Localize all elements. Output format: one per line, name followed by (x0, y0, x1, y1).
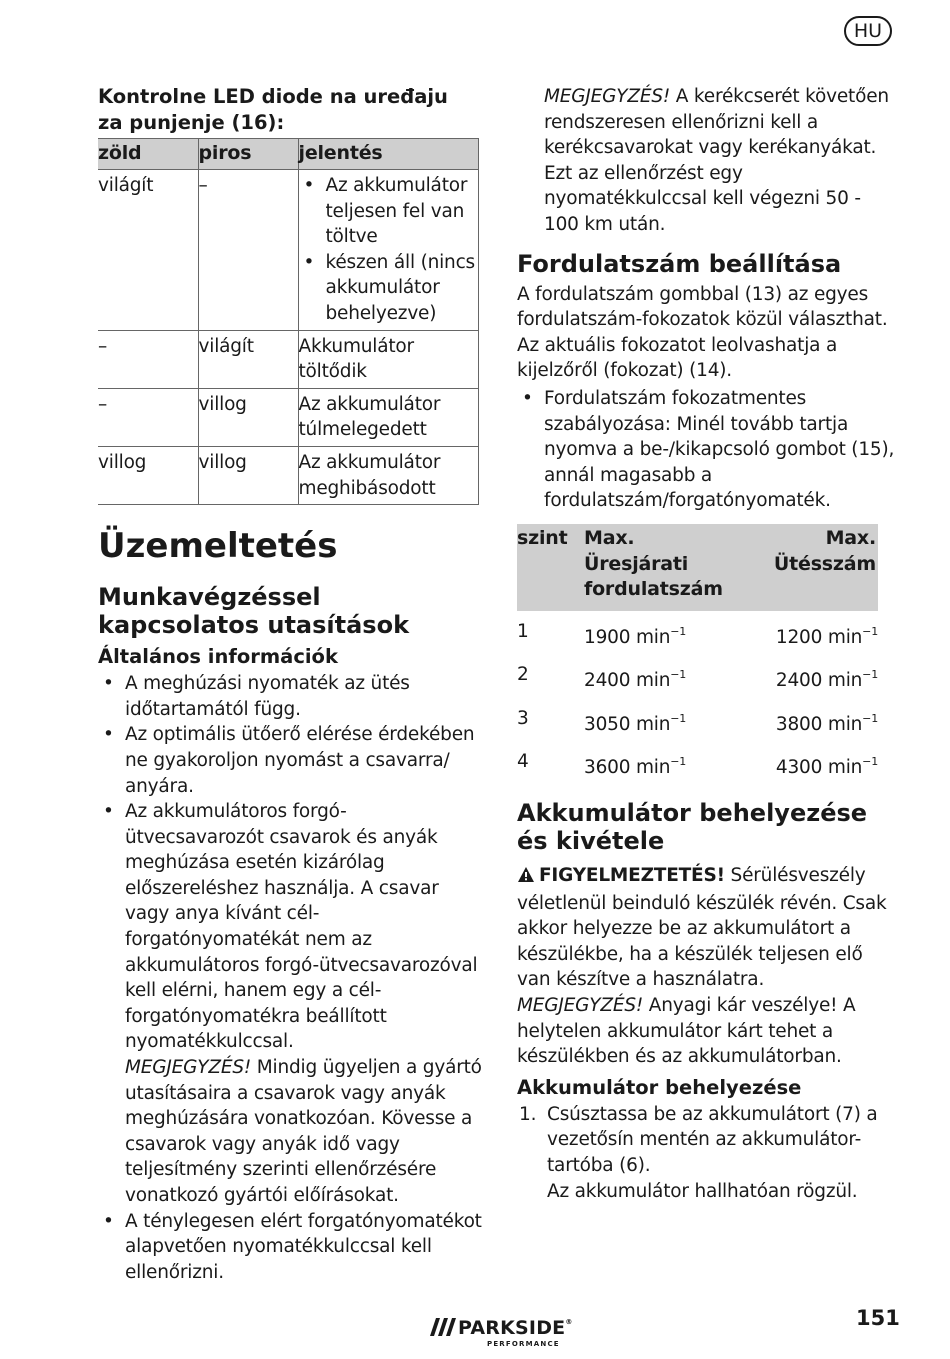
speed-list (517, 386, 897, 514)
insert-battery-title: Akkumulátor behelyezése (517, 1075, 802, 1099)
red-cell: világít (198, 330, 298, 388)
meaning-cell: Az akkumulátor meghibásodott (298, 446, 479, 504)
general-info-title: Általános információk (98, 645, 338, 669)
speed-section-title: Fordulatszám beállítása (517, 249, 842, 278)
idle-speed-cell: 3600 $\min^{-1}$ (584, 755, 687, 779)
list-item: • A meghúzási nyomaték az ütés időtartamától függ. (98, 671, 482, 722)
red-cell: villog (198, 388, 298, 446)
step-result: Az akkumulátor hallhatóan rögzül. (547, 1180, 858, 1202)
speed-table (517, 524, 878, 785)
led-section-title: Kontrolne LED diode na uređaju za punjenje (16): (98, 85, 448, 134)
list-item: • A ténylegesen elért forgatónyomatékot alapvetően nyomatékkulccsal kell ellenőrizni. (98, 1209, 482, 1286)
list-item: • Az optimális ütőerő elérése érdekében ne gyakoroljon nyomást a csavarra/ anyára. (98, 722, 482, 799)
column-header: zöld (98, 139, 198, 170)
note-label: MEGJEGYZÉS! (544, 86, 671, 107)
green-cell: világít (98, 170, 198, 331)
section-title: Üzemeltetés (98, 526, 338, 567)
page-number: 151 (856, 1306, 900, 1330)
warning-triangle-icon (517, 865, 535, 891)
list-item: • Az akkumulátor teljesen fel van töltve (299, 173, 477, 250)
note-label: MEGJEGYZÉS! (125, 1057, 252, 1079)
meaning-cell (298, 170, 479, 331)
idle-speed-cell: 3050 $\min^{-1}$ (584, 711, 687, 735)
logo-subtitle: PERFORMANCE (487, 1340, 560, 1348)
list-item: • Az akkumulátoros forgó-ütvecsavarozót csavarok és anyák meghúzása esetén kizárólag előszereléshez használja. A csavar vagy anya kívánt cél-forgatónyomatékát nem az akkumulátoros forgó-ütvecsavarozóval kell elérni, hanem egy a cél-forgatónyomatékra beállított nyomatékkulccsal. MEGJEGYZÉS! Mindig ügyeljen a gyártó utasításaira a csavarok vagy anyák meghúzására vonatkozóan. Kövesse a csavarok vagy anyák idő vagy teljesítmény szerinti ellenőrzésére vonatkozó gyártói előírásokat. (98, 799, 482, 1209)
meaning-cell: Akkumulátor töltődik (298, 330, 479, 388)
battery-section-title: Akkumulátor behelyezése és kivétele (517, 799, 868, 856)
column-header: szint (517, 524, 584, 611)
note-text: Mindig ügyeljen a gyártó utasításaira a csavarok vagy anyák meghúzására vonatkozóan. Kövesse a csavarok vagy anyák idő vagy teljesítmény szerinti ellenőrzésére vonatkozó gyártói előírásokat. (125, 1057, 482, 1206)
list-item (517, 1102, 897, 1204)
warning-text: Sérülésveszély véletlenül beinduló készülék révén. Csak akkor helyezze be az akkumulátort a készülékbe, ha a készülék teljesen elő van készítve a használatra. (517, 865, 887, 991)
green-cell: – (98, 388, 198, 446)
impact-rate-cell: 3800 $\min^{-1}$ (775, 711, 878, 735)
note-label: MEGJEGYZÉS! (517, 995, 644, 1017)
wheel-note (517, 84, 897, 238)
list-item: • készen áll (nincs akkumulátor behelyezve) (299, 250, 477, 327)
idle-speed-cell: 2400 $\min^{-1}$ (584, 668, 687, 692)
impact-rate-cell: 4300 $\min^{-1}$ (775, 755, 878, 779)
table-row (517, 741, 878, 785)
note-text: Anyagi kár veszélye! A helytelen akkumulátor kárt tehet a készülékben és az akkumulátorban. (517, 995, 856, 1068)
red-cell: – (198, 170, 298, 331)
green-cell: – (98, 330, 198, 388)
table-row (517, 654, 878, 698)
step-text: Csúsztassa be az akkumulátort (7) a vezetősín mentén az akkumulátor-tartóba (6). (547, 1103, 878, 1176)
column-header: Max. Üresjárati fordulatszám (584, 524, 734, 611)
warning-paragraph (517, 863, 897, 993)
level-cell: 3 (517, 707, 529, 729)
red-cell: villog (198, 446, 298, 504)
level-cell: 1 (517, 620, 529, 642)
right-column (517, 84, 897, 1204)
green-cell: villog (98, 446, 198, 504)
general-info-list (98, 671, 482, 1285)
language-badge: HU (844, 16, 892, 46)
parkside-logo (430, 1314, 590, 1348)
warning-label: FIGYELMEZTETÉS! (539, 865, 725, 887)
table-header-row (517, 524, 878, 611)
level-cell: 4 (517, 751, 529, 773)
note-text: A kerékcserét követően rendszeresen ellenőrizni kell a kerékcsavarokat vagy kerékanyákat. Ezt az ellenőrzést egy nyomatékkulccsal kell végezni 50 - 100 km után. (544, 86, 889, 235)
subsection-title: Munkavégzéssel kapcsolatos utasítások (98, 583, 410, 640)
meaning-cell: Az akkumulátor túlmelegedett (298, 388, 479, 446)
impact-rate-cell: 1200 $\min^{-1}$ (775, 624, 878, 648)
speed-intro: A fordulatszám gombbal (13) az egyes fordulatszám-fokozatok közül választhat. Az aktuális fokozatot leolvashatja a kijelzőről (fokozat) (14). (517, 283, 888, 382)
table-row (517, 698, 878, 742)
table-header-row (98, 139, 479, 170)
battery-note (517, 993, 897, 1070)
column-header: jelentés (298, 139, 479, 170)
column-header: piros (198, 139, 298, 170)
insert-steps-list (517, 1102, 897, 1204)
table-row (517, 611, 878, 655)
left-column (98, 84, 482, 1285)
table-row (98, 330, 479, 388)
column-header: Max. Ütésszám (734, 524, 878, 611)
logo-wordmark: PARKSIDE® (458, 1317, 573, 1339)
table-row (98, 170, 479, 331)
led-indicator-table (98, 138, 479, 505)
table-row (98, 388, 479, 446)
logo-slashes-icon (430, 1318, 456, 1336)
impact-rate-cell: 2400 $\min^{-1}$ (775, 668, 878, 692)
idle-speed-cell: 1900 $\min^{-1}$ (584, 624, 687, 648)
table-row (98, 446, 479, 504)
step-number: 1. (519, 1103, 537, 1125)
list-item: • Fordulatszám fokozatmentes szabályozása: Minél tovább tartja nyomva a be-/kikapcsoló gombot (15), annál magasabb a fordulatszám/forgatónyomaték. (517, 386, 897, 514)
level-cell: 2 (517, 664, 529, 686)
